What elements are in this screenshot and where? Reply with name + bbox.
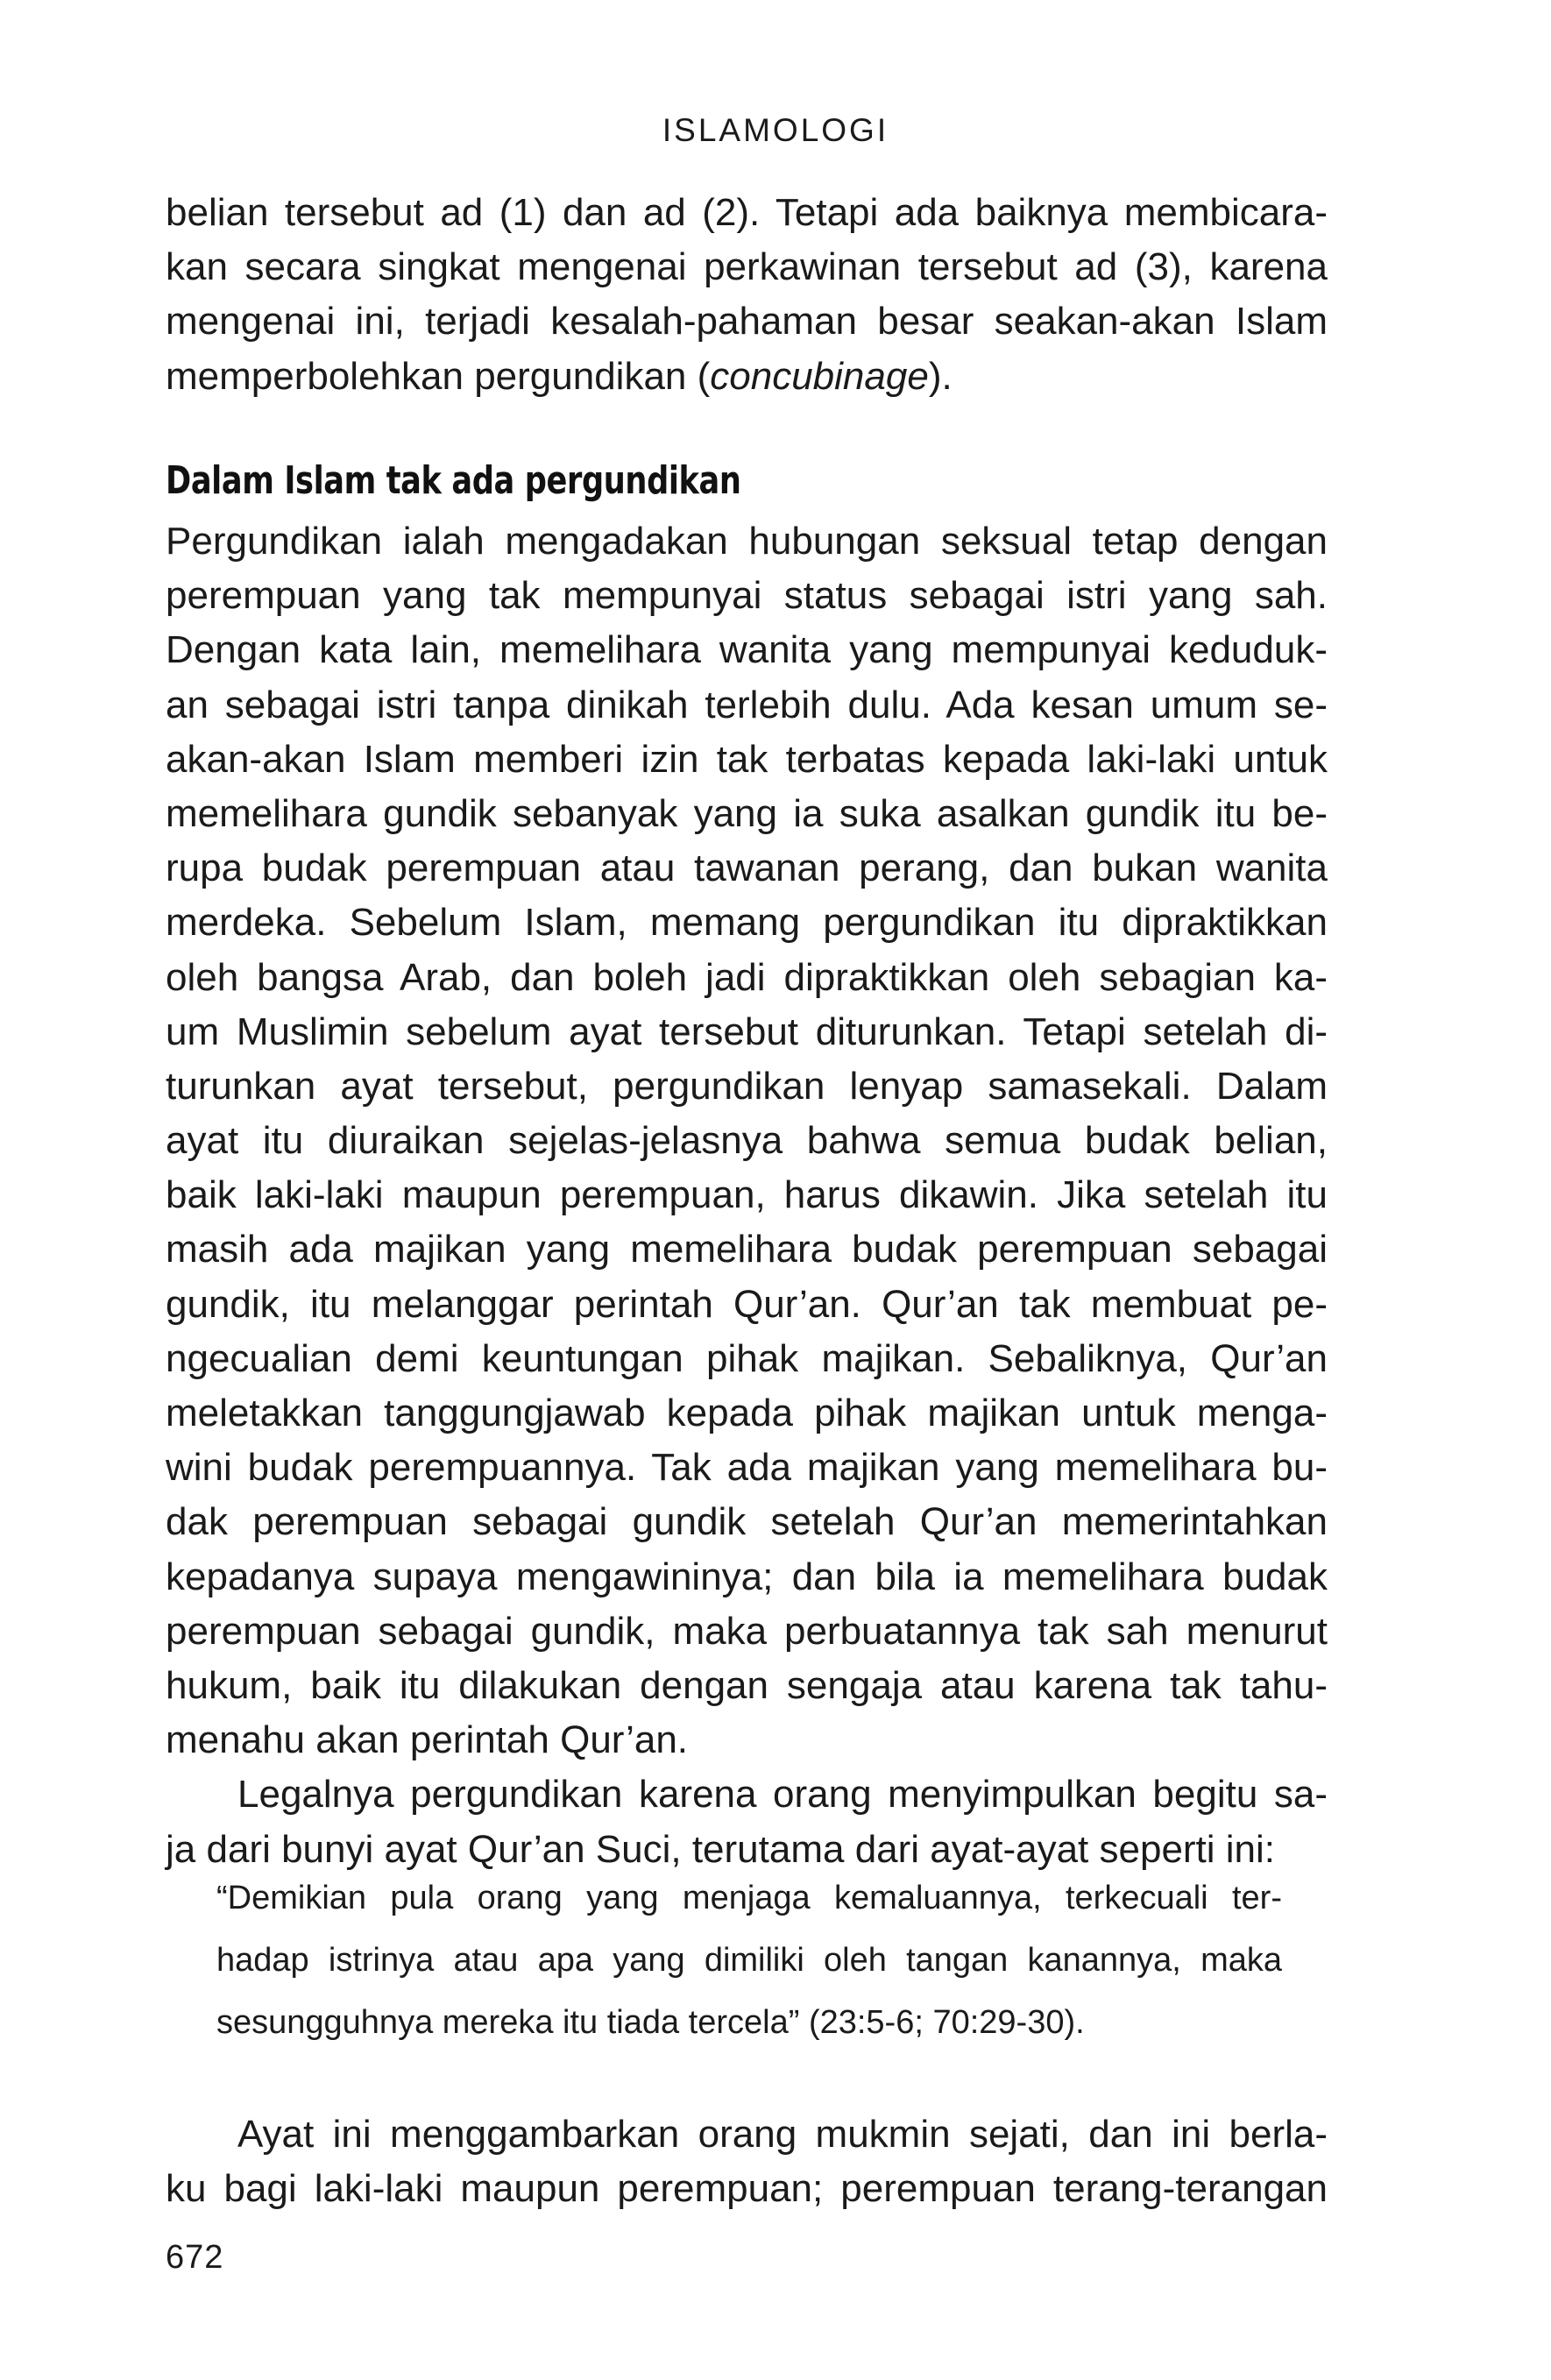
body-line: akan-akan Islam memberi izin tak terbatas kepada laki-laki untuk [166, 737, 1328, 781]
quote-line: “Demikian pula orang yang menjaga kemaluannya, terkecuali ter- [216, 1880, 1282, 1916]
body-line: ayat itu diuraikan sejelas-jelasnya bahwa semua budak belian, [166, 1119, 1328, 1163]
body-line: um Muslimin sebelum ayat tersebut diturunkan. Tetapi setelah di- [166, 1009, 1328, 1053]
body-line: dak perempuan sebagai gundik setelah Qur’an memerintahkan [166, 1500, 1328, 1544]
body-line: perempuan yang tak mempunyai status sebagai istri yang sah. [166, 574, 1328, 618]
body-line: merdeka. Sebelum Islam, memang pergundikan itu dipraktikkan [166, 901, 1328, 945]
body-line: Legalnya pergundikan karena orang menyimpulkan begitu sa- [237, 1773, 1328, 1817]
intro-last-text: memperbolehkan pergundikan ( [166, 354, 711, 398]
concubinage-term: concubinage [710, 354, 929, 398]
body-line: ja dari bunyi ayat Qur’an Suci, terutama dari ayat-ayat seperti ini: [166, 1827, 1276, 1871]
running-header: ISLAMOLOGI [662, 112, 889, 148]
quote-line: sesungguhnya mereka itu tiada tercela” (23:5-6; 70:29-30). [216, 2004, 1085, 2041]
quote-line: hadap istrinya atau apa yang dimiliki oleh tangan kanannya, maka [216, 1942, 1282, 1979]
section-heading: Dalam Islam tak ada pergundikan [166, 458, 741, 503]
intro-paragraph [166, 186, 1328, 404]
body-line: gundik, itu melanggar perintah Qur’an. Qur’an tak membuat pe- [166, 1282, 1328, 1326]
body-line: hukum, baik itu dilakukan dengan sengaja atau karena tak tahu- [166, 1663, 1328, 1707]
final-line: ku bagi laki-laki maupun perempuan; perempuan terang-terangan [166, 2167, 1328, 2211]
body-line: an sebagai istri tanpa dinikah terlebih dulu. Ada kesan umum se- [166, 683, 1328, 726]
body-line: menahu akan perintah Qur’an. [166, 1718, 689, 1762]
intro-line: mengenai ini, terjadi kesalah-pahaman besar seakan-akan Islam [166, 300, 1328, 344]
final-line: Ayat ini menggambarkan orang mukmin sejati, dan ini berla- [237, 2113, 1328, 2156]
intro-line [166, 350, 1328, 404]
body-line: Dengan kata lain, memelihara wanita yang mempunyai keduduk- [166, 628, 1328, 672]
body-line: meletakkan tanggungjawab kepada pihak majikan untuk menga- [166, 1392, 1328, 1434]
body-line: Pergundikan ialah mengadakan hubungan seksual tetap dengan [166, 520, 1328, 563]
body-line: rupa budak perempuan atau tawanan perang, dan bukan wanita [166, 846, 1328, 890]
section-body-paragraph [166, 514, 1328, 1877]
body-line: perempuan sebagai gundik, maka perbuatannya tak sah menurut [166, 1609, 1328, 1653]
body-line: memelihara gundik sebanyak yang ia suka asalkan gundik itu be- [166, 791, 1328, 835]
final-paragraph [166, 2107, 1328, 2216]
intro-last-close: ). [928, 354, 953, 398]
body-line: oleh bangsa Arab, dan boleh jadi dipraktikkan oleh sebagian ka- [166, 955, 1328, 999]
intro-line: kan secara singkat mengenai perkawinan tersebut ad (3), karena [166, 245, 1328, 289]
body-line: ngecualian demi keuntungan pihak majikan. Sebaliknya, Qur’an [166, 1336, 1328, 1380]
block-quote [216, 1867, 1282, 2054]
body-line: kepadanya supaya mengawininya; dan bila ia memelihara budak [166, 1555, 1328, 1598]
intro-line: belian tersebut ad (1) dan ad (2). Tetapi ada baiknya membicara- [166, 191, 1328, 234]
page-number: 672 [166, 2239, 224, 2276]
body-line: turunkan ayat tersebut, pergundikan lenyap samasekali. Dalam [166, 1064, 1328, 1108]
body-line: baik laki-laki maupun perempuan, harus dikawin. Jika setelah itu [166, 1173, 1328, 1217]
body-line: wini budak perempuannya. Tak ada majikan yang memelihara bu- [166, 1446, 1328, 1490]
body-line: masih ada majikan yang memelihara budak perempuan sebagai [166, 1228, 1328, 1271]
